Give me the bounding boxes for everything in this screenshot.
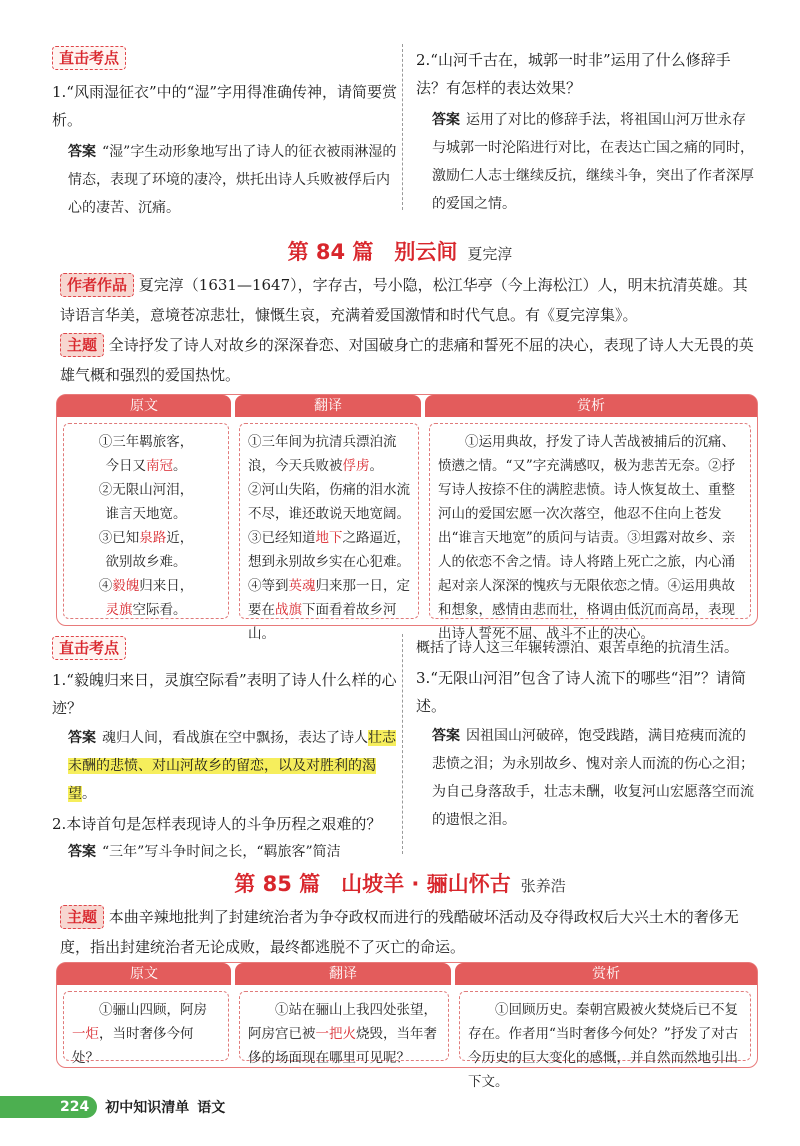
answer-2-continued: 概括了诗人这三年辗转漂泊、艰苦卓绝的抗清生活。 — [416, 640, 738, 656]
answer-text: “三年”写斗争时间之长，“羁旅客”简洁 — [102, 844, 341, 860]
analysis-cell — [429, 423, 751, 642]
original-line-pre: ②无限山河泪， — [98, 482, 194, 498]
author-text: 夏完淳（1631—1647），字存古，号小隐，松江华亭（今上海松江）人，明末抗清英雄。其诗语言华美，意境苍凉悲壮，慷慨生哀，充满着爱国激情和时代气息。有《夏完淳集》。 — [60, 276, 748, 324]
translation-line-post: 下面看着故乡河山。 — [248, 602, 397, 642]
analysis-cell — [459, 991, 751, 1090]
analysis-text: ①回顾历史。秦朝宫殿被火焚烧后已不复存在。作者用“当时奢侈今何处？”抒发了对古今历史的巨大变化的感慨，并自然而然地引出下文。 — [468, 1002, 739, 1090]
theme-tag: 主题 — [60, 333, 104, 357]
poem-85-heading — [0, 868, 800, 898]
original-line — [64, 598, 228, 622]
answer-text: 因祖国山河破碎，饱受践踏，满目疮痍而流的悲愤之泪；为永别故乡、愧对亲人而流的伤心之泪；为自己身落敌手，壮志未酬，收复河山宏愿落空而流的遗恨之泪。 — [432, 728, 754, 828]
answer-2-start — [52, 838, 397, 866]
translation-cell — [239, 423, 419, 642]
author-intro — [60, 270, 760, 330]
column-divider — [402, 634, 403, 854]
answer-text: “湿”字生动形象地写出了诗人的征衣被雨淋湿的情态，表现了环境的凄冷，烘托出诗人兵败被俘后内心的凄苦、沉痛。 — [68, 144, 397, 216]
table-header-translation: 翻译 — [235, 395, 421, 417]
question-3: 3.“无限山河泪”包含了诗人流下的哪些“泪”？请简述。 — [416, 669, 746, 715]
answer-label: 答案 — [68, 144, 96, 160]
theme-85 — [60, 902, 760, 962]
page-number: 224 — [0, 1096, 97, 1118]
theme-text: 全诗抒发了诗人对故乡的深深眷恋、对国破身亡的悲痛和誓死不屈的决心，表现了诗人大无畏的英雄气概和强烈的爱国热忱。 — [60, 336, 754, 384]
original-line — [64, 478, 228, 502]
original-line-pre: ①三年羁旅客， — [98, 434, 194, 450]
original-text-red: 一炬 — [72, 1026, 99, 1042]
theme-text: 本曲辛辣地批判了封建统治者为争夺政权而进行的残酷破坏活动及夺得政权后大兴土木的奢侈无度，指出封建统治者无论成败，最终都逃脱不了灭亡的命运。 — [60, 908, 739, 956]
answer-3 — [416, 722, 756, 834]
question-2: 2.本诗首句是怎样表现诗人的斗争历程之艰难的？ — [52, 815, 382, 833]
answer-2 — [416, 106, 756, 218]
translation-line-post: 之路逼近，想到永别故乡实在心犯难。 — [248, 530, 410, 570]
translation-line — [248, 530, 410, 570]
translation-line-pre: ①三年间为抗清兵漂泊流浪，今天兵败被 — [248, 434, 397, 474]
translation-line-pre: ④等到 — [248, 578, 289, 594]
author-name: 张养浩 — [520, 877, 566, 895]
top-right-section — [416, 46, 756, 218]
translation-line-red: 地下 — [315, 530, 343, 546]
column-divider — [402, 44, 403, 210]
poem-84-questions-right — [416, 634, 756, 834]
answer-text: 运用了对比的修辞手法，将祖国山河万世永存与城郭一时沦陷进行对比，在表达亡国之痛的同时，激励仁人志士继续反抗，继续斗争，突出了作者深厚的爱国之情。 — [432, 112, 754, 212]
original-line-red: 毅魄 — [112, 578, 140, 594]
translation-text-red: 一把火 — [315, 1026, 356, 1042]
answer-1 — [52, 138, 397, 222]
top-section — [52, 46, 397, 222]
original-line-pre: 谁言天地宽。 — [105, 506, 187, 522]
original-cell — [63, 991, 229, 1066]
table-header-analysis: 赏析 — [425, 395, 757, 417]
page-title: 第 84 篇 别云间 — [287, 240, 458, 264]
translation-line-post: 。 — [369, 458, 383, 474]
analysis-text: ①运用典故，抒发了诗人苦战被捕后的沉痛、愤懑之情。“又”字充满感叹，极为悲苦无奈。②抒写诗人按捺不住的满腔悲愤。诗人恢复故土、重整河山的爱国宏愿一次次落空，他忍不住向上苍发出“谁言天地宽”的质问与诘责。③坦露对故乡、亲人的依恋不舍之情。诗人将踏上死亡之旅，内心涌起对亲人深深的愧疚与无限依恋之情。④运用典故和想象，感情由悲而壮，格调由低沉而高昂，表现出诗人誓死不屈、战斗不止的决心。 — [438, 434, 736, 642]
translation-text-pre: ①站在骊山上我四处张望，阿房宫已被 — [248, 1002, 437, 1042]
theme-tag: 主题 — [60, 905, 104, 929]
table-header-original: 原文 — [57, 963, 231, 985]
poem-84-heading — [0, 236, 800, 266]
book-subject: 语文 — [197, 1100, 226, 1116]
author-tag: 作者作品 — [60, 273, 134, 297]
original-line-pre: 今日又 — [105, 458, 146, 474]
original-line-post: 。 — [173, 458, 187, 474]
table-header-translation: 翻译 — [235, 963, 451, 985]
book-title: 初中知识清单 — [105, 1100, 190, 1116]
section-tag: 直击考点 — [52, 636, 126, 660]
answer-label: 答案 — [432, 728, 460, 744]
original-line-pre: ③已知 — [98, 530, 140, 546]
poem-84-table — [56, 394, 758, 642]
translation-line-pre: ③已经知道 — [248, 530, 316, 546]
page-title: 第 85 篇 山坡羊 · 骊山怀古 — [234, 872, 511, 896]
original-line — [64, 454, 228, 478]
translation-line — [248, 482, 410, 522]
question-2: 2.“山河千古在，城郭一时非”运用了什么修辞手法？有怎样的表达效果？ — [416, 51, 731, 97]
translation-line-red: 战旗 — [275, 602, 302, 618]
translation-line-red: 俘虏 — [342, 458, 370, 474]
original-line-pre: 欲别故乡难。 — [105, 554, 187, 570]
original-lines — [64, 430, 228, 622]
original-line — [64, 502, 228, 526]
answer-highlight: 壮志未酬的悲愤、对山河故乡的留恋，以及对胜利的渴望 — [68, 730, 396, 802]
original-cell — [63, 423, 229, 619]
translation-text-post: 烧毁，当年奢侈的场面现在哪里可见呢？ — [248, 1026, 437, 1066]
original-line — [64, 550, 228, 574]
translation-lines — [248, 430, 410, 646]
original-line-post: 归来日， — [139, 578, 194, 594]
original-text-pre: ①骊山四顾，阿房 — [99, 1002, 207, 1018]
original-line — [64, 526, 228, 550]
table-header-original: 原文 — [57, 395, 231, 417]
section-tag: 直击考点 — [52, 46, 126, 70]
original-line — [64, 574, 228, 598]
translation-line-red: 英魂 — [288, 578, 316, 594]
translation-line-pre: ②河山失陷，伤痛的泪水流不尽，谁还敢说天地宽阔。 — [248, 482, 410, 522]
answer-label: 答案 — [68, 844, 96, 860]
answer-1 — [52, 724, 397, 808]
translation-line-post: 归来那一日，定要在 — [248, 578, 410, 618]
poem-85-table — [56, 962, 758, 1090]
original-line-red: 灵旗 — [105, 602, 133, 618]
table-header-analysis: 赏析 — [455, 963, 757, 985]
translation-line — [248, 434, 397, 474]
theme-84 — [60, 330, 760, 390]
answer-text-post: 。 — [82, 786, 96, 802]
answer-label: 答案 — [68, 730, 96, 746]
original-line — [64, 430, 228, 454]
original-line-post: 空际看。 — [132, 602, 187, 618]
answer-label: 答案 — [432, 112, 460, 128]
answer-text-pre: 魂归人间，看战旗在空中飘扬，表达了诗人 — [102, 730, 368, 746]
question-1: 1.“风雨湿征衣”中的“湿”字用得准确传神，请简要赏析。 — [52, 83, 397, 129]
page-footer — [0, 1096, 225, 1118]
poem-84-questions-left — [52, 636, 397, 866]
original-line-post: 近， — [166, 530, 194, 546]
original-text-post: ，当时奢侈今何处？ — [72, 1026, 194, 1066]
original-line-pre: ④ — [98, 578, 113, 594]
original-line-red: 泉路 — [139, 530, 167, 546]
question-1: 1.“毅魄归来日，灵旗空际看”表明了诗人什么样的心迹？ — [52, 671, 397, 717]
translation-cell — [239, 991, 449, 1066]
original-line-red: 南冠 — [146, 458, 173, 474]
author-name: 夏完淳 — [467, 245, 513, 263]
